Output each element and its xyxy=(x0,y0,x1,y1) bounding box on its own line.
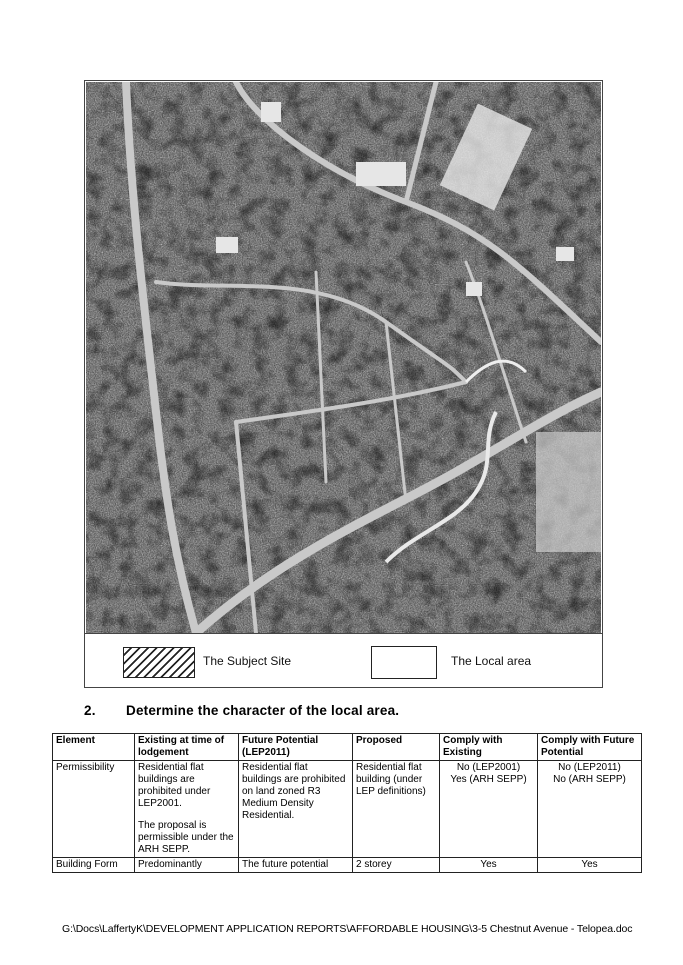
cell-proposed: 2 storey xyxy=(353,858,440,873)
legend-local-area-label: The Local area xyxy=(451,654,532,668)
table-row xyxy=(53,858,642,873)
header-existing: Existing at time of lodgement xyxy=(135,734,239,761)
header-proposed: Proposed xyxy=(353,734,440,761)
local-area-box-swatch xyxy=(371,646,437,679)
cell-comply-existing-line-1: No (LEP2001) xyxy=(456,762,521,773)
section-number: 2. xyxy=(84,703,96,718)
header-comply-future: Comply with Future Potential xyxy=(538,734,642,761)
section-title: Determine the character of the local area. xyxy=(126,703,400,718)
header-future: Future Potential (LEP2011) xyxy=(239,734,353,761)
table-row xyxy=(53,761,642,858)
cell-comply-existing xyxy=(440,761,538,858)
header-element: Element xyxy=(53,734,135,761)
section-heading xyxy=(84,703,399,718)
cell-comply-future-line-2: No (ARH SEPP) xyxy=(553,774,626,785)
cell-comply-existing-line-2: Yes (ARH SEPP) xyxy=(450,774,527,785)
aerial-photograph xyxy=(86,82,601,633)
cell-comply-future: Yes xyxy=(538,858,642,873)
aerial-photo-image xyxy=(86,82,601,633)
table-header-row xyxy=(53,734,642,761)
cell-existing xyxy=(135,761,239,858)
character-table xyxy=(52,733,642,873)
cell-existing: Predominantly xyxy=(135,858,239,873)
cell-element: Permissibility xyxy=(53,761,135,858)
legend-subject-site-label: The Subject Site xyxy=(203,654,292,668)
cell-proposed: Residential flat building (under LEP definitions) xyxy=(353,761,440,858)
cell-comply-future xyxy=(538,761,642,858)
cell-existing-para-1: Residential flat buildings are prohibited under LEP2001. xyxy=(138,762,211,809)
subject-site-hatch-swatch xyxy=(123,647,195,678)
cell-comply-future-line-1: No (LEP2011) xyxy=(558,762,621,773)
cell-future: Residential flat buildings are prohibited on land zoned R3 Medium Density Residential. xyxy=(239,761,353,858)
cell-future: The future potential xyxy=(239,858,353,873)
cell-comply-existing: Yes xyxy=(440,858,538,873)
map-legend xyxy=(85,633,602,688)
cell-element: Building Form xyxy=(53,858,135,873)
aerial-figure xyxy=(84,80,603,688)
cell-existing-para-2: The proposal is permissible under the ARH SEPP. xyxy=(138,820,234,855)
header-comply-existing: Comply with Existing xyxy=(440,734,538,761)
document-footer-path: G:\Docs\LaffertyK\DEVELOPMENT APPLICATION REPORTS\AFFORDABLE HOUSING\3-5 Chestnut Avenue - Telopea.doc xyxy=(62,923,633,935)
